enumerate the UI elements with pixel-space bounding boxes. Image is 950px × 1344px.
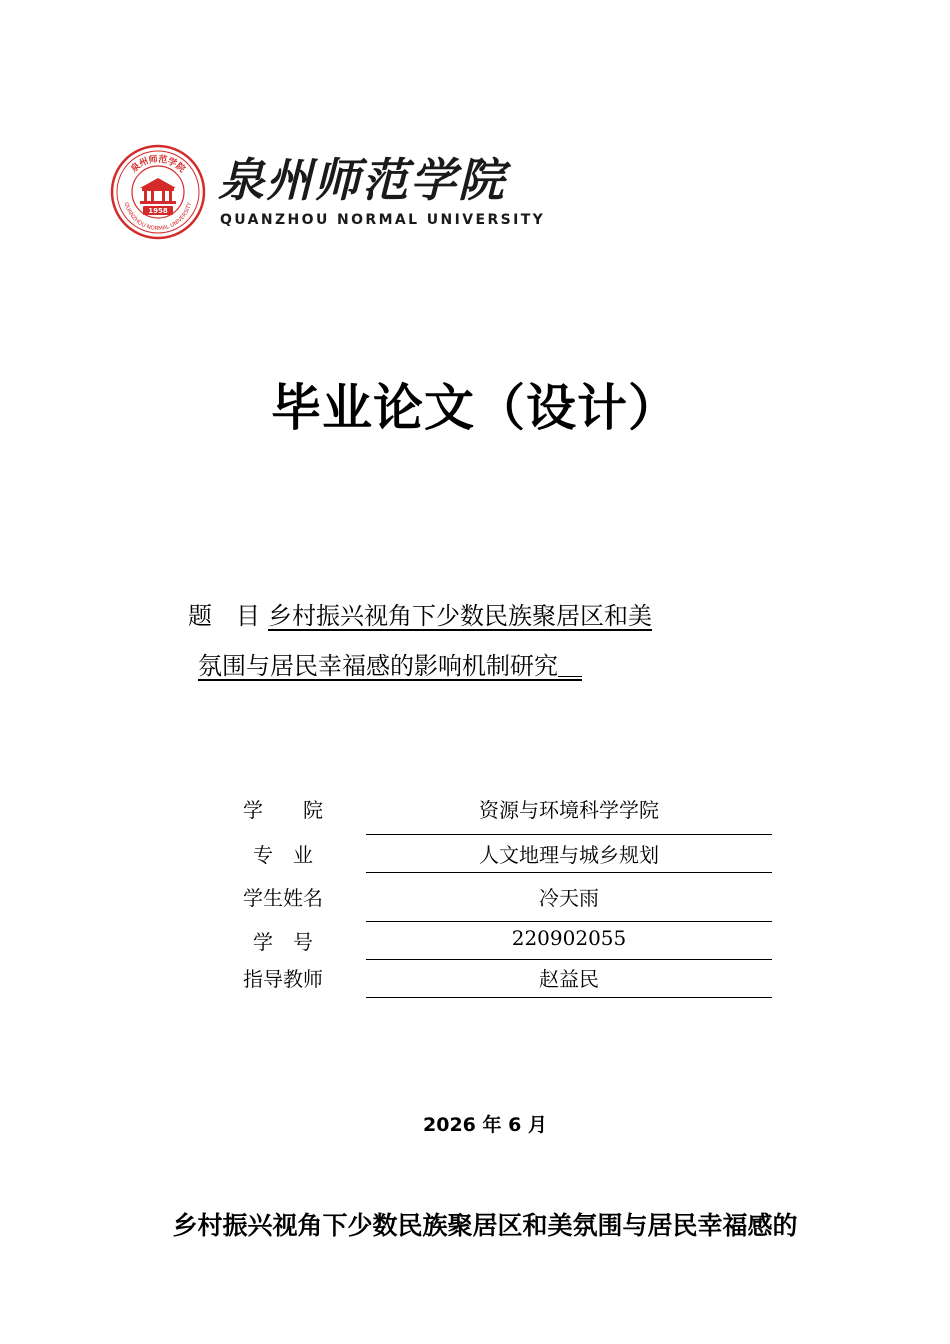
seal-text-en: QUANZHOU NORMAL UNIVERSITY (122, 201, 194, 233)
page-title: 毕业论文（设计） (271, 379, 679, 437)
info-value-student-name: 冷天雨 (539, 886, 599, 910)
svg-text:QUANZHOU NORMAL UNIVERSITY (123, 201, 194, 232)
university-seal-icon (110, 144, 206, 240)
thesis-title-label: 题 目 (188, 602, 260, 630)
thesis-title-line2: 氛围与居民幸福感的影响机制研究＿ (198, 652, 582, 680)
info-underline (366, 834, 772, 835)
university-logo (110, 140, 546, 240)
info-value-student-id: 220902055 (511, 926, 627, 950)
info-label-college: 学 院 (243, 798, 323, 822)
university-name-en: QUANZHOU NORMAL UNIVERSITY (220, 212, 546, 228)
info-underline (366, 997, 772, 998)
info-label-student-id: 学 号 (253, 930, 313, 954)
seal-year: 1958 (148, 207, 168, 215)
info-value-college: 资源与环境科学学院 (479, 798, 659, 822)
info-label-major: 专 业 (253, 843, 313, 867)
info-underline (366, 872, 772, 873)
abstract-heading: 乡村振兴视角下少数民族聚居区和美氛围与居民幸福感的 (172, 1211, 798, 1240)
info-label-student-name: 学生姓名 (243, 886, 323, 910)
info-value-advisor: 赵益民 (539, 967, 599, 991)
info-underline (366, 959, 772, 960)
info-value-major: 人文地理与城乡规划 (479, 843, 659, 867)
info-label-advisor: 指导教师 (243, 967, 323, 991)
seal-text-cn: 泉州师范学院 (129, 154, 187, 175)
info-underline (366, 921, 772, 922)
submission-date: 2026 年 6 月 (423, 1114, 547, 1136)
university-name-cn: 泉州师范学院 (218, 153, 506, 207)
thesis-title-line1: 乡村振兴视角下少数民族聚居区和美 (268, 602, 652, 630)
